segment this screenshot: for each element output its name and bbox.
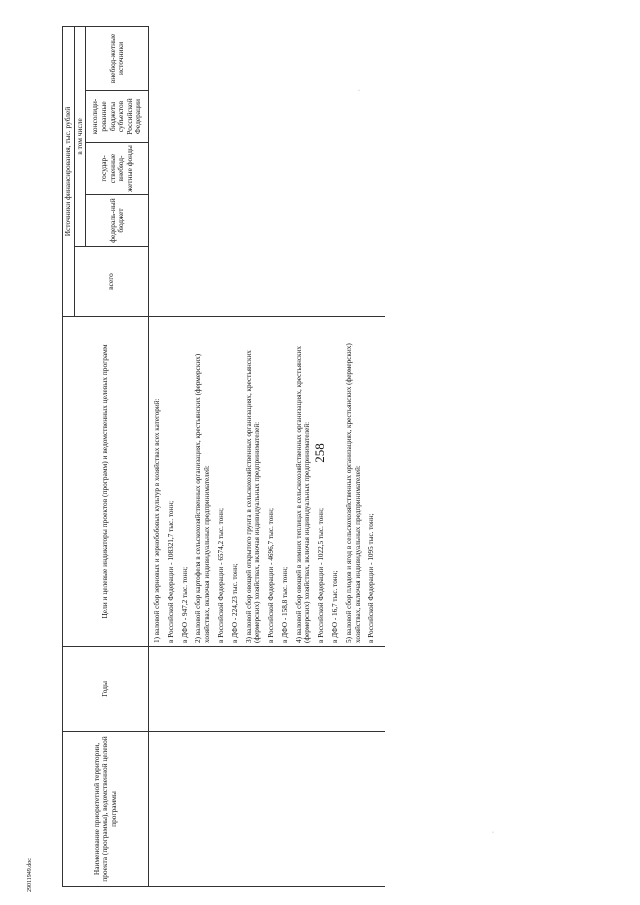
target-line: в Российской Федерации - 4696,7 тыс. тонн;: [267, 508, 276, 643]
target-line: 4) валовой сбор овощей в зимних теплицах в сельскохозяйственных организациях, крестьянских (фермерских) хозяйствах, включая индивидуальных предпринимателей:: [294, 346, 312, 643]
cell-total: [149, 247, 386, 317]
header-funding: Источники финансирования, тыс. рублей: [63, 26, 75, 316]
target-line: в ДФО - 224,23 тыс. тонн;: [230, 563, 239, 643]
target-line: в Российской Федерации - 108321,7 тыс. тонн;: [166, 500, 175, 643]
header-state-funds: государ-ственные внебюд-жетные фонды: [86, 143, 149, 195]
target-line: 1) валовой сбор зерновых и зернобобовых культур в хозяйствах всех категорий:: [153, 398, 162, 643]
header-goals: Цели и целевые индикаторы проектов (программ) и ведомственных целевых программ: [63, 317, 149, 647]
header-extrabudgetary: внебюд-жетные источники: [86, 26, 149, 90]
header-including: в том числе: [74, 26, 86, 246]
header-total: всего: [74, 247, 149, 317]
target-line: в ДФО - 16,7 тыс. тонн;: [330, 570, 339, 643]
header-name: Наименование приоритетной территории, проекта (программы), ведомственной целевой программы: [63, 732, 149, 887]
target-line: в ДФО - 947,2 тыс. тонн;: [180, 566, 189, 643]
target-line: в ДФО - 158,8 тыс. тонн;: [280, 566, 289, 643]
header-federal-budget: федераль-ный бюджет: [86, 195, 149, 247]
cell-name: [149, 732, 386, 887]
scan-speck: ·: [358, 88, 360, 94]
target-line: 3) валовой сбор овощей открытого грунта в сельскохозяйственных организациях, крестьянских (фермерских) хозяйствах, включая индивидуальных предпринимателей:: [244, 350, 262, 643]
cell-years: [149, 647, 386, 732]
header-years: Годы: [63, 647, 149, 732]
page-number: 258: [312, 443, 327, 463]
program-table: [62, 26, 385, 887]
target-line: 5) валовой сбор плодов и ягод в сельскохозяйственных организациях, крестьянских (фермерских) хозяйствах, включая индивидуальных предпринимателей:: [344, 343, 362, 643]
target-line: в Российской Федерации - 1022,5 тыс. тонн;: [317, 508, 326, 643]
header-regional-budgets: консолиди-рованные бюджеты субъектов Российской Федерации: [86, 91, 149, 143]
document-code: 29011949.doc: [27, 858, 33, 892]
target-line: в Российской Федерации - 6574,2 тыс. тонн;: [216, 508, 225, 643]
target-line: в Российской Федерации - 1095 тыс. тонн;: [367, 513, 376, 643]
scan-speck: ·: [492, 830, 494, 836]
cell-funding-empty: [149, 26, 386, 246]
goals-cell: [149, 317, 386, 647]
target-line: 2) валовой сбор картофеля в сельскохозяйственных организациях, крестьянских (фермерских) хозяйствах, включая индивидуальных предпринимателей:: [194, 353, 212, 643]
